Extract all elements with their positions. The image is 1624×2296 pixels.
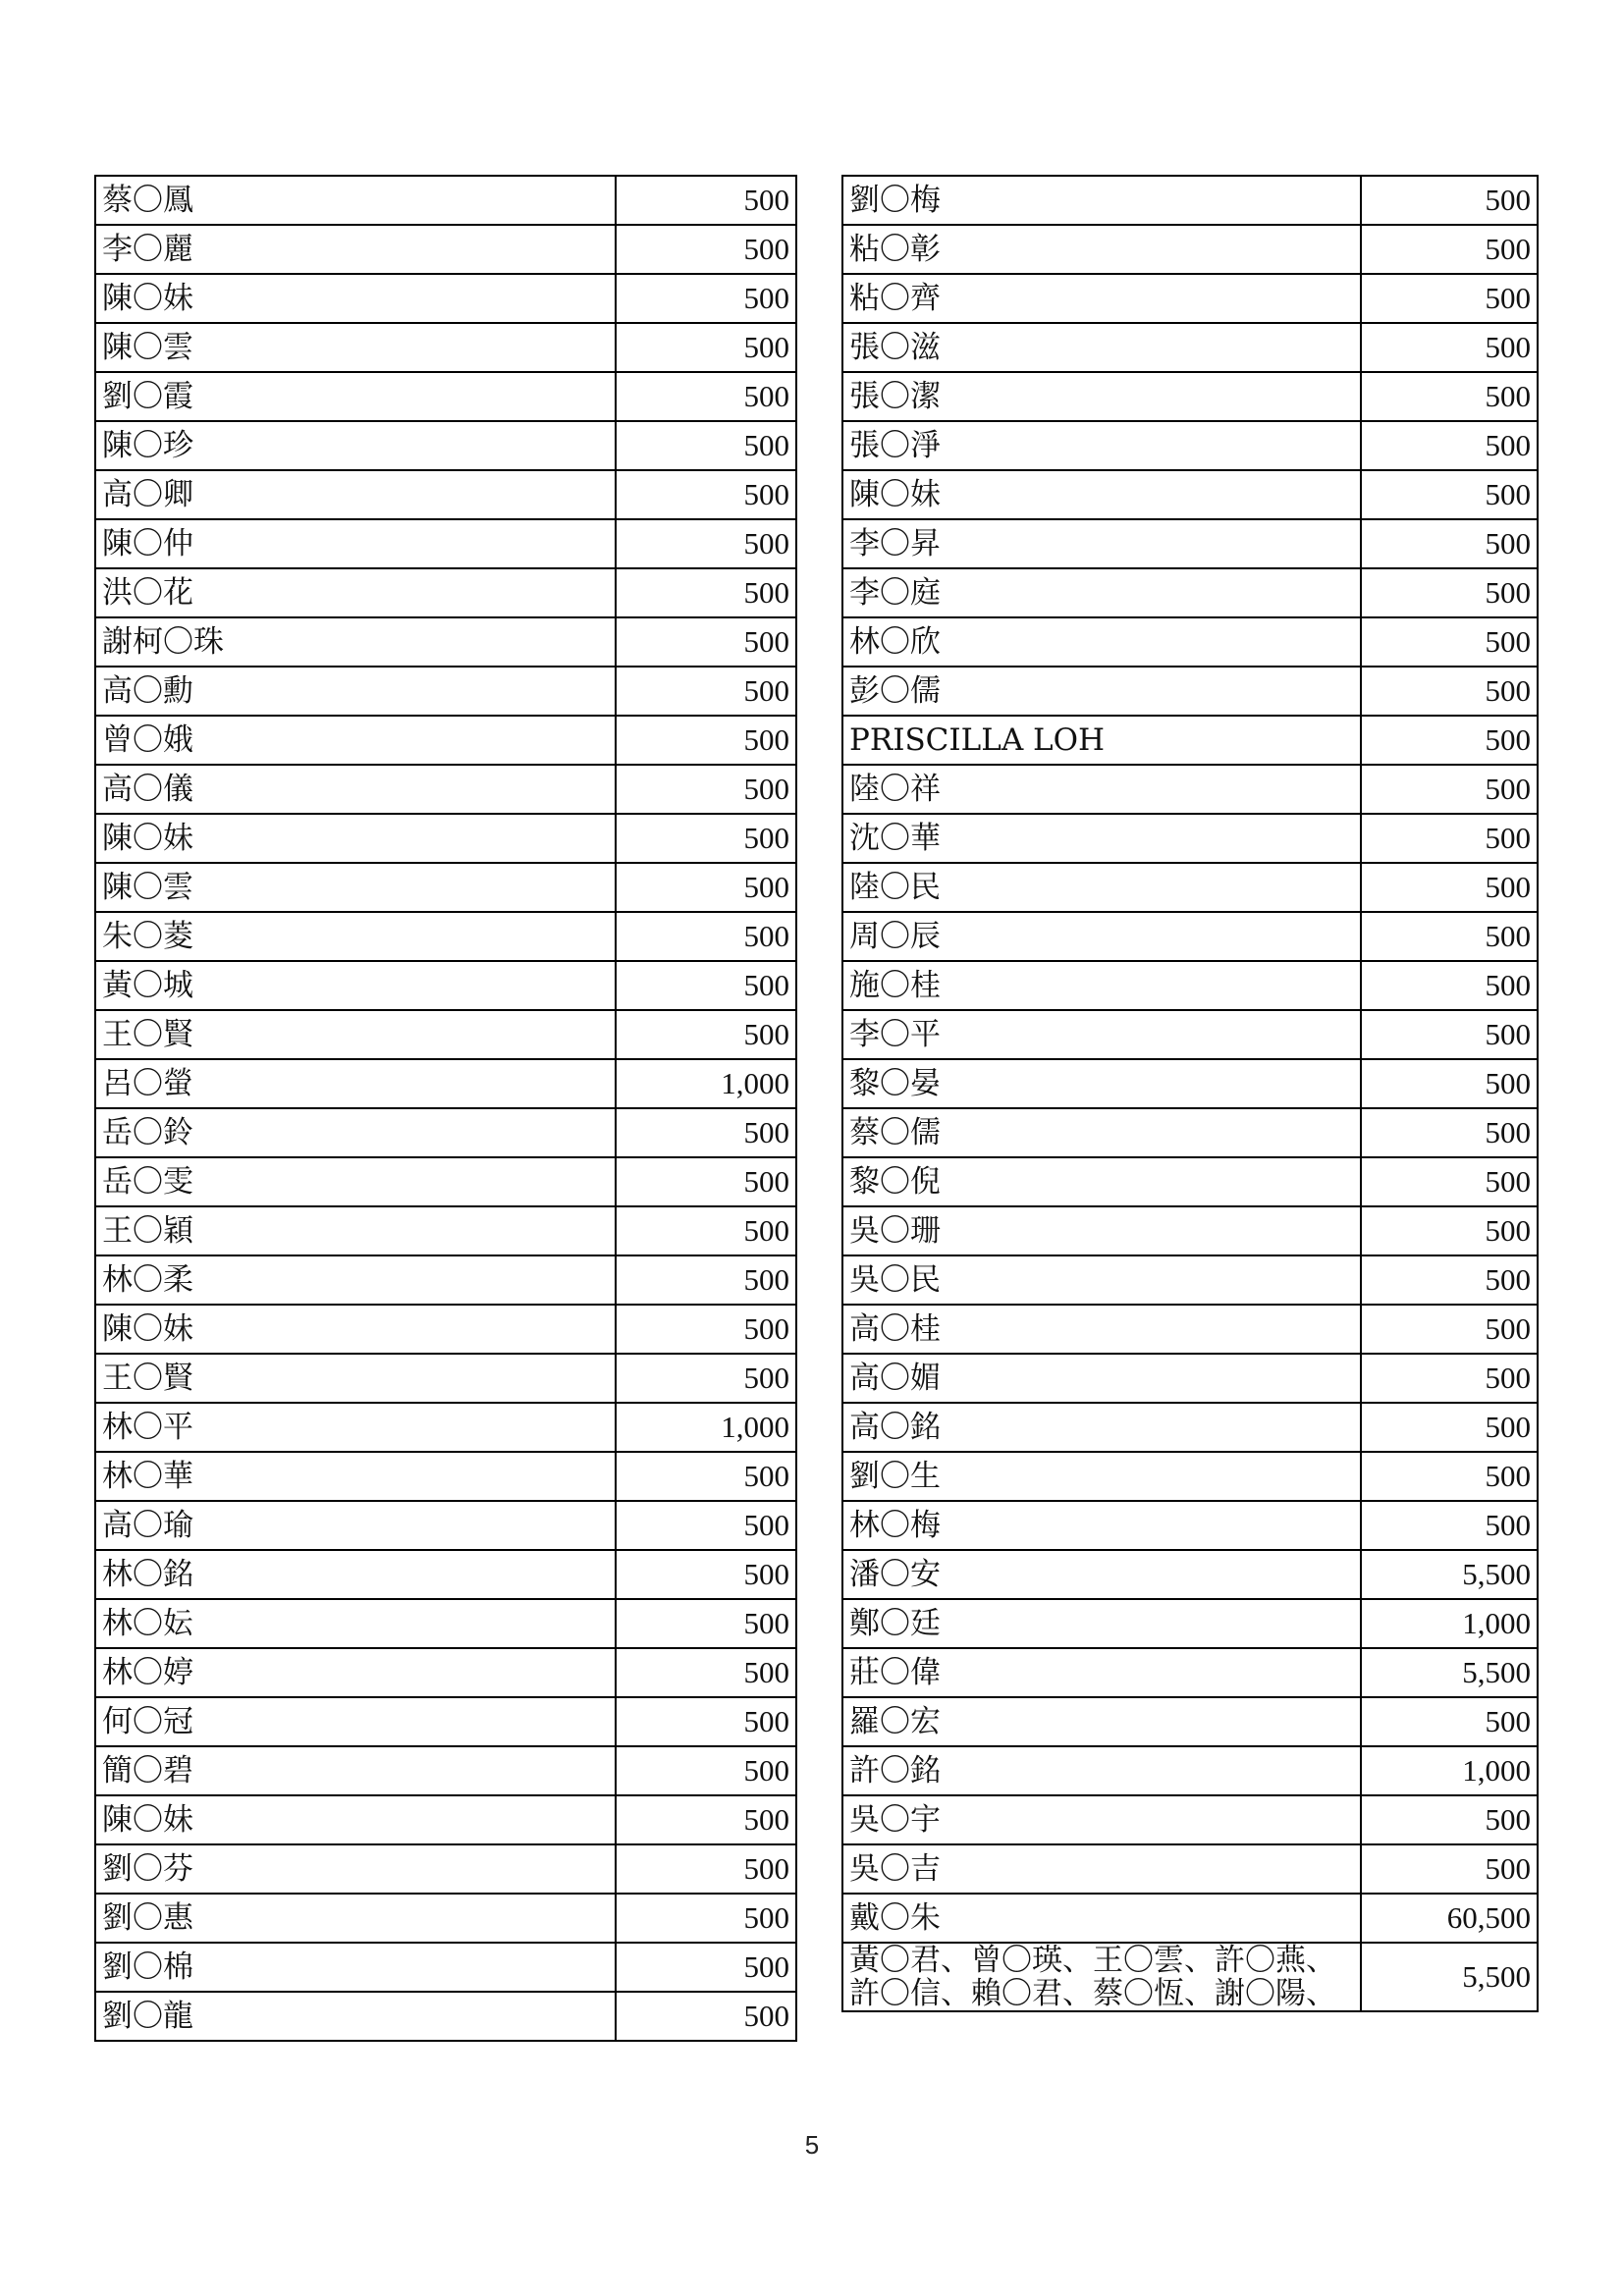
donation-amount: 500 [1361,912,1538,961]
table-row [95,372,796,421]
donor-name: 高〇媚 [842,1354,1361,1403]
table-row [842,323,1538,372]
table-row [842,912,1538,961]
donor-name: 林〇欣 [842,617,1361,667]
table-row [842,1894,1538,1943]
table-row [95,1697,796,1746]
donation-amount: 500 [616,176,796,225]
left-donor-table [94,175,797,2042]
table-row [842,225,1538,274]
donation-amount: 500 [616,1648,796,1697]
table-row [95,421,796,470]
table-row [842,1746,1538,1795]
donation-amount: 500 [616,323,796,372]
donation-amount: 60,500 [1361,1894,1538,1943]
donation-amount: 500 [1361,568,1538,617]
table-row [842,1059,1538,1108]
donation-amount: 500 [1361,1697,1538,1746]
table-row [842,1795,1538,1844]
donor-name: 林〇梅 [842,1501,1361,1550]
donor-name: 戴〇朱 [842,1894,1361,1943]
donor-name: 呂〇螢 [95,1059,616,1108]
right-donor-table [841,175,1539,2012]
table-row [842,1697,1538,1746]
donation-amount: 500 [616,814,796,863]
table-row [95,323,796,372]
donation-amount: 500 [616,1010,796,1059]
table-row [95,1943,796,1992]
table-row [95,1157,796,1206]
table-row [95,1403,796,1452]
donation-amount: 500 [616,1305,796,1354]
donation-amount: 500 [1361,1501,1538,1550]
donor-name: 劉〇棉 [95,1943,616,1992]
donor-name: 陳〇雲 [95,863,616,912]
donation-amount: 500 [616,912,796,961]
table-row [95,1501,796,1550]
donor-name: 吳〇珊 [842,1206,1361,1255]
donation-amount: 500 [616,421,796,470]
donation-amount: 500 [616,765,796,814]
table-row [842,1157,1538,1206]
donation-amount: 1,000 [616,1403,796,1452]
donor-name: 林〇華 [95,1452,616,1501]
table-row [95,274,796,323]
table-row [842,1354,1538,1403]
table-row [842,1403,1538,1452]
table-row [842,1550,1538,1599]
table-row [842,1844,1538,1894]
donation-amount: 500 [1361,323,1538,372]
donation-amount: 500 [1361,1354,1538,1403]
table-row [842,519,1538,568]
donation-amount: 500 [616,1844,796,1894]
table-row [842,1305,1538,1354]
table-row [95,176,796,225]
donation-amount: 500 [616,568,796,617]
donor-name: 林〇婷 [95,1648,616,1697]
donor-name: 許〇銘 [842,1746,1361,1795]
donor-name: 劉〇生 [842,1452,1361,1501]
donation-amount: 500 [616,225,796,274]
donation-amount: 500 [1361,1010,1538,1059]
donor-name: 陸〇祥 [842,765,1361,814]
table-row [95,1255,796,1305]
table-row [95,1746,796,1795]
table-row [842,421,1538,470]
table-row [95,765,796,814]
table-row [95,470,796,519]
donation-amount: 1,000 [616,1059,796,1108]
table-row [95,1354,796,1403]
donation-amount: 500 [1361,1795,1538,1844]
donation-amount: 500 [1361,1157,1538,1206]
donation-amount: 500 [616,1108,796,1157]
donor-name: 陳〇妹 [95,1795,616,1844]
donation-amount: 500 [1361,617,1538,667]
donation-amount: 500 [1361,372,1538,421]
donor-name: 陳〇雲 [95,323,616,372]
donor-name: 陳〇妹 [95,814,616,863]
table-row [95,1108,796,1157]
donor-name: 王〇賢 [95,1010,616,1059]
donation-amount: 500 [616,667,796,716]
donation-amount: 500 [1361,765,1538,814]
table-row [842,568,1538,617]
donation-amount: 500 [1361,1452,1538,1501]
donor-name: 李〇昇 [842,519,1361,568]
donor-name: 李〇平 [842,1010,1361,1059]
donor-name: 洪〇花 [95,568,616,617]
table-row [95,716,796,765]
table-row [95,912,796,961]
page-number: 5 [804,2130,820,2160]
table-row [842,1648,1538,1697]
table-row [95,1648,796,1697]
donor-name: 高〇儀 [95,765,616,814]
donor-name: 劉〇梅 [842,176,1361,225]
table-row [95,225,796,274]
donation-amount: 500 [1361,470,1538,519]
donation-amount: 500 [1361,716,1538,765]
table-row [95,814,796,863]
donation-amount: 1,000 [1361,1599,1538,1648]
donation-amount: 500 [616,617,796,667]
donation-amount: 500 [616,961,796,1010]
donation-amount: 500 [616,1157,796,1206]
table-row-group-donors [842,1943,1538,2011]
table-row [842,1599,1538,1648]
table-row [842,274,1538,323]
donor-name: 陳〇仲 [95,519,616,568]
donation-amount: 500 [616,1795,796,1844]
donor-name: 李〇麗 [95,225,616,274]
donation-amount: 500 [616,1943,796,1992]
table-row [842,716,1538,765]
table-row [95,961,796,1010]
donor-name: 簡〇碧 [95,1746,616,1795]
donor-name: 劉〇龍 [95,1992,616,2041]
donation-amount: 500 [616,863,796,912]
table-row [95,667,796,716]
table-row [95,1992,796,2041]
donor-name: 蔡〇鳳 [95,176,616,225]
table-row [95,1059,796,1108]
table-row [842,961,1538,1010]
donation-amount: 500 [616,1206,796,1255]
table-row [95,568,796,617]
donor-name: 張〇潔 [842,372,1361,421]
donor-name: 黃〇城 [95,961,616,1010]
table-row [95,863,796,912]
donation-amount: 500 [1361,1255,1538,1305]
donor-name: 何〇冠 [95,1697,616,1746]
donation-amount: 500 [616,1550,796,1599]
donation-amount: 500 [1361,863,1538,912]
donor-name: 劉〇惠 [95,1894,616,1943]
table-row [95,1452,796,1501]
donor-name: 岳〇雯 [95,1157,616,1206]
donor-name: 粘〇齊 [842,274,1361,323]
donation-amount: 500 [1361,1059,1538,1108]
donor-name: 林〇妘 [95,1599,616,1648]
donation-amount: 500 [1361,274,1538,323]
table-row [95,1844,796,1894]
table-row [842,814,1538,863]
donor-name: 劉〇芬 [95,1844,616,1894]
donor-name: 朱〇菱 [95,912,616,961]
donor-name: 高〇銘 [842,1403,1361,1452]
donor-name: 林〇銘 [95,1550,616,1599]
table-row [842,1255,1538,1305]
donor-name: 粘〇彰 [842,225,1361,274]
donation-amount: 500 [616,1746,796,1795]
donation-amount: 500 [1361,225,1538,274]
donor-name: 潘〇安 [842,1550,1361,1599]
donation-amount: 500 [616,1354,796,1403]
donor-name: 陸〇民 [842,863,1361,912]
donation-amount: 500 [1361,667,1538,716]
donor-name: 莊〇偉 [842,1648,1361,1697]
table-row [95,1795,796,1844]
donor-name: 陳〇珍 [95,421,616,470]
group-donor-names-line-2: 許〇信、賴〇君、蔡〇恆、謝〇陽、 [849,1976,1336,2011]
table-row [842,1501,1538,1550]
donor-name: 吳〇宇 [842,1795,1361,1844]
donor-name: 林〇柔 [95,1255,616,1305]
donor-name: 高〇勳 [95,667,616,716]
donation-amount: 500 [616,1894,796,1943]
table-row [95,1550,796,1599]
table-row [95,617,796,667]
right-donor-table-footer [842,1943,1538,2011]
donor-name: 施〇桂 [842,961,1361,1010]
donation-amount: 500 [616,1255,796,1305]
table-row [95,1599,796,1648]
donation-amount: 500 [1361,519,1538,568]
donation-amount: 500 [1361,421,1538,470]
table-row [95,519,796,568]
donor-name: 黎〇晏 [842,1059,1361,1108]
table-row [842,667,1538,716]
right-donor-table-body [842,176,1538,1943]
donor-name: 王〇賢 [95,1354,616,1403]
table-row [842,176,1538,225]
table-row [95,1010,796,1059]
donor-name: 岳〇鈴 [95,1108,616,1157]
donor-name: 羅〇宏 [842,1697,1361,1746]
donation-amount: 500 [1361,961,1538,1010]
donor-name: 王〇穎 [95,1206,616,1255]
donation-amount: 500 [1361,1305,1538,1354]
group-donor-names [842,1943,1361,2011]
table-row [842,470,1538,519]
donor-name: 高〇瑜 [95,1501,616,1550]
donor-name: 蔡〇儒 [842,1108,1361,1157]
donor-name: 曾〇娥 [95,716,616,765]
donor-name: 李〇庭 [842,568,1361,617]
table-row [95,1894,796,1943]
table-row [842,765,1538,814]
donation-amount: 500 [1361,1844,1538,1894]
table-row [842,863,1538,912]
donation-amount: 500 [1361,1403,1538,1452]
donor-name: 陳〇妹 [842,470,1361,519]
donor-name: 沈〇華 [842,814,1361,863]
donation-amount: 500 [616,1501,796,1550]
donation-amount: 500 [616,470,796,519]
donor-name: 高〇桂 [842,1305,1361,1354]
donation-amount: 500 [1361,1108,1538,1157]
donation-amount: 500 [616,1992,796,2041]
donation-amount: 500 [616,716,796,765]
donor-name: 黎〇倪 [842,1157,1361,1206]
donor-name: 陳〇妹 [95,274,616,323]
table-row [842,372,1538,421]
donor-name: 謝柯〇珠 [95,617,616,667]
donation-amount: 5,500 [1361,1648,1538,1697]
table-row [842,1206,1538,1255]
table-row [842,1452,1538,1501]
donation-amount: 500 [616,519,796,568]
donor-name: 吳〇吉 [842,1844,1361,1894]
donation-amount: 500 [616,1452,796,1501]
donor-name: 高〇卿 [95,470,616,519]
donor-name: PRISCILLA LOH [842,716,1361,765]
donor-name: 林〇平 [95,1403,616,1452]
donor-name: 張〇淨 [842,421,1361,470]
donor-name: 吳〇民 [842,1255,1361,1305]
donor-name: 彭〇儒 [842,667,1361,716]
left-donor-table-body [95,176,796,2041]
donor-name: 陳〇妹 [95,1305,616,1354]
table-row [95,1206,796,1255]
donation-amount: 500 [616,1599,796,1648]
table-row [95,1305,796,1354]
donation-amount: 500 [1361,176,1538,225]
donation-amount: 500 [1361,814,1538,863]
donation-amount: 500 [1361,1206,1538,1255]
donation-amount: 500 [616,1697,796,1746]
donor-name: 劉〇霞 [95,372,616,421]
donation-amount: 5,500 [1361,1550,1538,1599]
donation-amount: 500 [616,372,796,421]
donor-name: 張〇滋 [842,323,1361,372]
group-donor-amount: 5,500 [1361,1943,1538,2011]
table-row [842,617,1538,667]
donation-amount: 500 [616,274,796,323]
table-row [842,1108,1538,1157]
group-donor-names-line-1: 黃〇君、曾〇瑛、王〇雲、許〇燕、 [849,1943,1336,1978]
donor-name: 周〇辰 [842,912,1361,961]
donation-amount: 1,000 [1361,1746,1538,1795]
table-row [842,1010,1538,1059]
donor-name: 鄭〇廷 [842,1599,1361,1648]
